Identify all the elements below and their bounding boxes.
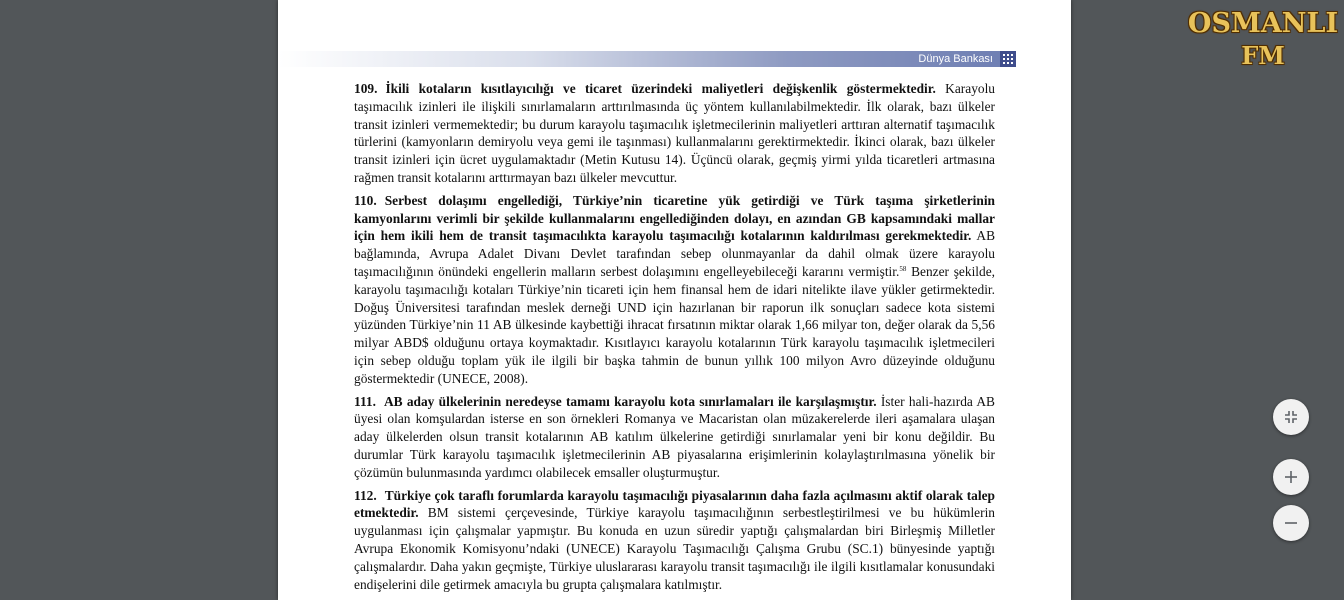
paragraph-111 [354,393,995,482]
document-page [278,0,1071,600]
paragraph-bold-lead: İkili kotaların kısıtlayıcılığı ve ticaret üzerindeki maliyetleri değişkenlik göstermektedir. [385,81,936,96]
minus-icon [1283,515,1299,531]
paragraph-text: Karayolu taşımacılık izinleri ile ilişkili sınırlamaların arttırılmasında üç yöntem kullanılabilmektedir. İlk olarak, bazı ülkeler transit izinleri vermemektedir; bu durum karayolu taşımacılık işletmecilerinin maliyetleri arttıran alternatif taşımacılık türlerini (kamyonların demiryolu veya gemi ile taşınması) kullanmalarını gerektirmektedir. İkinci olarak, bazı ülkeler transit izinleri için ücret uygulamaktadır (Metin Kutusu 14). Üçüncü olarak, geçmiş yirmi yılda ticaretleri artmasına rağmen transit kotalarını arttırmayan bazı ülkeler mevcuttur. [354,81,996,185]
header-publisher-label: Dünya Bankası [918,53,993,65]
zoom-in-button[interactable] [1273,459,1309,495]
paragraph-text-continued: Benzer şekilde, karayolu taşımacılığı kotaları Türkiye’nin ticareti için hem finansal hem de idari nitelikte ilave yükler getirmektedir. Doğuş Üniversitesi tarafından meslek derneği UND için hazırlanan bir raporun ilk sonuçları sadece kota sistemi yüzünden Türkiye’nin 11 AB ülkesinde kaybettiği ihracat fırsatının miktar olarak 1,66 milyar ton, değer olarak da 5,56 milyar ABD$ olduğunu ortaya koymaktadır. Kısıtlayıcı karayolu kotalarının Türk karayolu taşımacılık işletmecileri için sebep olduğu toplam yük ile ilgili bir başka tahmin de bunun yıllık 100 milyon Avro düzeyinde olduğunu göstermektedir (UNECE, 2008). [354,263,995,386]
paragraph-text: AB bağlamında, Avrupa Adalet Divanı Devlet tarafından sebep olunmayanlar da dahil olmak üzere karayolu taşımacılığının önündeki engellerin malların serbest dolaşımını engelleyebileceği kararını vermiştir. [354,228,995,279]
paragraph-text: BM sistemi çerçevesinde, Türkiye karayolu taşımacılığının serbestleştirilmesi ve bu hükümlerin uygulanması için çalışmalar yapmıştır. Bu konuda en uzun süredir yaptığı çalışmalardan biri Birleşmiş Milletler Avrupa Ekonomik Komisyonu’ndaki (UNECE) Karayolu Taşımacılığı Çalışma Grubu (SC.1) bünyesinde yaptığı çalışmalardır. Daha yakın geçmişte, Türkiye uluslararası karayolu transit taşımacılığı ile ilgili kısıtlamalar konusundaki endişelerini dile getirmek amacıyla bu grupta çalışmalara katılmıştır. [354,505,995,592]
watermark-line-2: FM [1241,41,1285,70]
paragraph-number: 109. [354,81,378,96]
paragraph-112 [354,487,995,594]
paragraph-text: İster hali-hazırda AB üyesi olan komşulardan isterse en son örnekleri Romanya ve Macaristan olan müzakerelerde ileri aşamalara ulaşan aday ülkelerden olsun transit kotalarının AB katılım ülkelerine getirdiği sınırlamalar yeni bir konu değildir. Bu durumlar Türk karayolu taşımacılık işletmecilerinin AB piyasalarına erişimlerinin kolaylaştırılmasına yönelik bir çözümün bulunmasında yardımcı olabilecek emsaller oluşturmuştur. [354,393,995,480]
paragraph-bold-lead: Türkiye çok taraflı forumlarda karayolu taşımacılığı piyasalarının daha fazla açılmasını aktif olarak talep etmektedir. [354,487,995,521]
page-header-band [278,51,1001,67]
osmanli-fm-watermark-logo [1186,8,1340,74]
paragraph-109 [354,80,995,187]
fit-to-page-button[interactable] [1273,399,1309,435]
footnote-ref-58[interactable]: 58 [899,264,907,273]
paragraph-number: 111. [354,393,376,409]
page-body-text [354,80,995,598]
fit-to-page-icon [1283,409,1299,425]
paragraph-bold-lead: AB aday ülkelerinin neredeyse tamamı karayolu kota sınırlamaları ile karşılaşmıştır. [383,393,877,409]
world-bank-logo-icon [1000,51,1016,67]
zoom-out-button[interactable] [1273,505,1309,541]
paragraph-number: 110. [354,192,377,208]
paragraph-number: 112. [354,487,377,503]
paragraph-bold-lead: Serbest dolaşımı engellediği, Türkiye’nin ticaretine yük getirdiği ve Türk taşıma şirketlerinin kamyonlarını verimli bir şekilde kullanmalarını engellediğinden dolayı, en azından GB kapsamındaki mallar için hem ikili hem de transit taşımacılıkta karayolu taşımacılığı kotalarının kaldırılması gerekmektedir. [354,192,995,244]
watermark-line-1: OSMANLI [1187,8,1339,39]
paragraph-110 [354,192,995,388]
plus-icon [1283,469,1299,485]
